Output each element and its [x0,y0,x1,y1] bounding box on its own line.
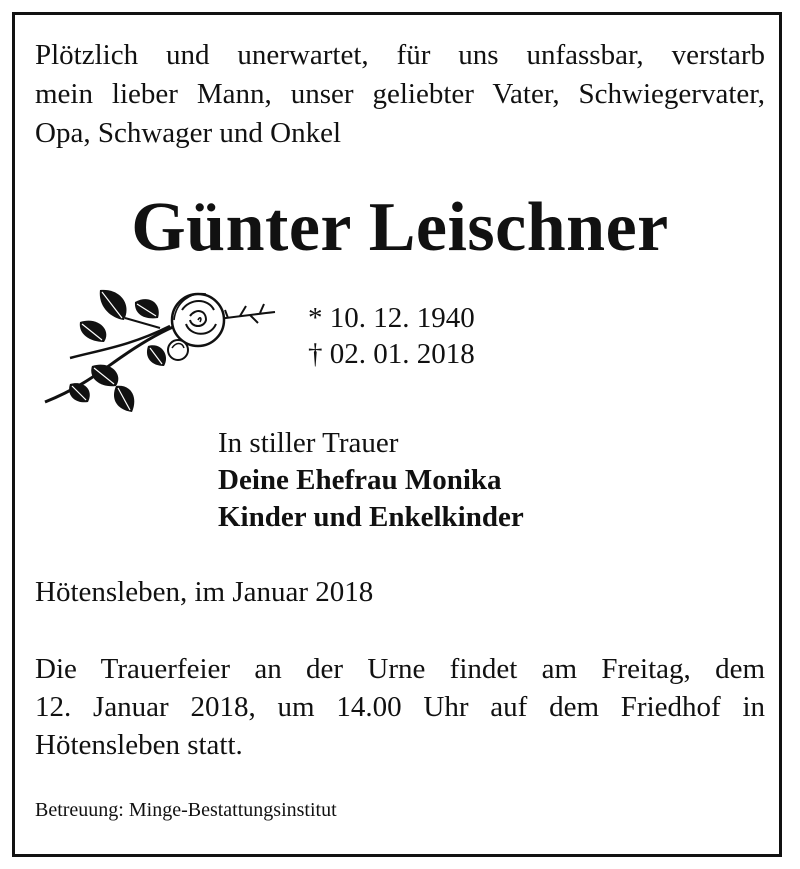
mourning-intro: In stiller Trauer [218,427,399,459]
mourners-block [218,425,524,536]
intro-line-1: Plötzlich und unerwartet, für uns unfassbar, verstarb [35,39,765,71]
intro-line-2: mein lieber Mann, unser geliebter Vater, Schwiegervater, [35,78,765,110]
intro-line-3: Opa, Schwager und Onkel [35,117,342,149]
place-date: Hötensleben, im Januar 2018 [35,576,374,608]
death-date: † 02. 01. 2018 [308,338,475,370]
birth-date: * 10. 12. 1940 [308,302,475,334]
rose-icon [40,280,280,420]
ceremony-line-2: 12. Januar 2018, um 14.00 Uhr auf dem Friedhof in [35,691,765,723]
mourner-line-2: Kinder und Enkelkinder [218,501,524,533]
ceremony-line-3: Hötensleben statt. [35,729,243,761]
ceremony-line-1: Die Trauerfeier an der Urne findet am Freitag, dem [35,653,765,685]
funeral-care: Betreuung: Minge-Bestattungsinstitut [35,799,337,821]
ceremony-text [35,650,765,764]
mourner-line-1: Deine Ehefrau Monika [218,464,502,496]
intro-text [35,36,765,153]
deceased-name: Günter Leischner [131,189,669,266]
life-dates [308,300,475,372]
